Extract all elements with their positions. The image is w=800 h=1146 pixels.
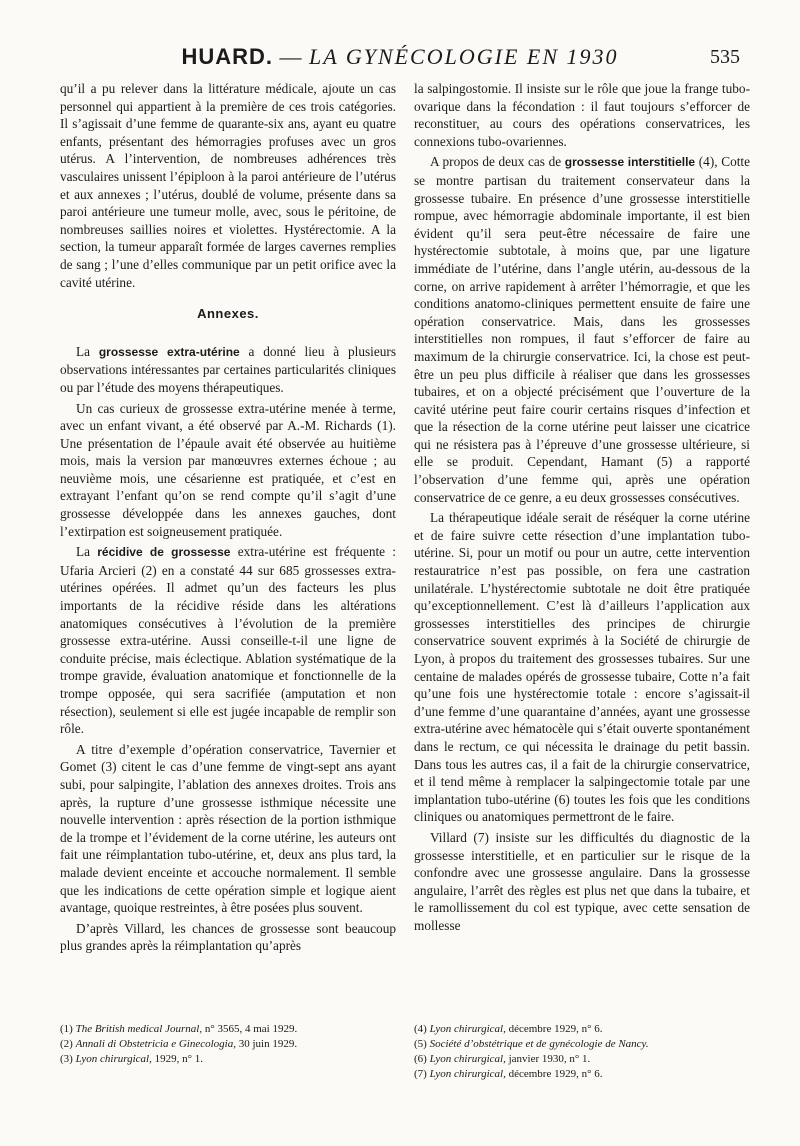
- paragraph: la salpingostomie. Il insiste sur le rôle que joue la frange tubo-ovarique dans la fécondation : il faut toujours s’efforcer de reconstituer, au cours des opérations conservatrices, les connexions tubo-ovariennes.: [414, 81, 750, 149]
- bold-term: grossesse extra-utérine: [98, 344, 240, 359]
- right-column: [414, 80, 750, 938]
- footnote: (2) Annali di Obstetricia e Ginecologia, 30 juin 1929.: [60, 1038, 298, 1050]
- running-header: [60, 44, 740, 74]
- paragraph: A titre d’exemple d’opération conservatrice, Tavernier et Gomet (3) citent le cas d’une femme de vingt-sept ans ayant subi, pour salpingite, l’ablation des annexes droites. Trois ans après, la rupture d’une grossesse isthmique nécessite une nouvelle intervention : après résection de la portion isthmique de la trompe et l’évidement de la corne utérine, les auteurs ont fait une réimplantation tubo-utérine, et, deux ans plus tard, la malade devient enceinte et accouche normalement. Il semble que les indications de cette opération simple et logique aient avantage, quoique restreintes, à être posées plus souvent.: [60, 741, 396, 916]
- footnotes-left: [60, 1022, 396, 1067]
- header-journal-title: LA GYNÉCOLOGIE EN 1930: [309, 44, 619, 69]
- paragraph: Un cas curieux de grossesse extra-utérine menée à terme, avec un enfant vivant, a été observé par A.-M. Richards (1). Une présentation de l’épaule avait été observée au huitième mois, mais la version par manœuvres externes échoue ; au neuvième mois, une césarienne est pratiquée, et c’est en extrayant l’enfant qu’on se rend compte qu’il s’agit d’une grossesse développée dans les annexes gauches, dont l’extirpation est soigneusement pratiquée.: [60, 400, 396, 539]
- paragraph: La grossesse extra-utérine a donné lieu à plusieurs observations intéressantes par certaines particularités cliniques ou par l’étude des moyens thérapeutiques.: [60, 343, 397, 395]
- footnote: (6) Lyon chirurgical, janvier 1930, n° 1.: [414, 1053, 591, 1065]
- footnote: (3) Lyon chirurgical, 1929, n° 1.: [60, 1053, 203, 1065]
- page-number: 535: [710, 46, 740, 68]
- paragraph: La récidive de grossesse extra-utérine est fréquente : Ufaria Arcieri (2) en a constaté 44 sur 685 grossesses extra-utérines opérées. Il admet qu’un des facteurs les plus importants de la récidive réside dans les altérations anatomiques consécutives à l’évolution de la première grossesse extra-utérine. Aussi conseille-t-il une ligne de conduite précise, mais éclectique. Ablation systématique de la trompe gravide, évaluation anatomique et fonctionnelle de la trompe opposée, qui sera sacrifiée (amputation et non résection), seulement si elle est jugée incapable de remplir son rôle.: [60, 544, 396, 737]
- footnote: (5) Société d’obstétrique et de gynécologie de Nancy.: [414, 1038, 649, 1050]
- footnotes-right: [414, 1022, 750, 1082]
- bold-term: grossesse interstitielle: [564, 155, 696, 170]
- paragraph: A propos de deux cas de grossesse interstitielle (4), Cotte se montre partisan du traitement conservateur dans la grossesse tubaire. En présence d’une grossesse interstitielle rompue, avec hémorragie abdominale importante, il est bien évident qu’il sera peut-être nécessaire de faire une hystérectomie subtotale, à moins que, par une ligature immédiate de l’utérine, dans l’angle utérin, au-dessous de la corne, on arrive rapidement à arrêter l’hémorragie, et que les conditions anatomo-cliniques permettent ensuite de faire une opération conservatrice. Mais, dans les grossesses interstitielles non rompues, il faut s’efforcer de faire au maximum de la chirurgie conservatrice. Ici, la chose est peut-être un peu plus difficile à réaliser que dans les grossesses tubaires, et on a objecté précisément que l’ouverture de la cavité utérine peut faire courir certains risques d’infection et que la résection de la corne utérine peut laisser une cicatrice qui ne résistera pas à l’épreuve d’une grossesse ultérieure, si elle se produit. Cependant, Hamant (5) a rapporté l’observation d’une femme qui, après une opération conservatrice de ce genre, a eu deux grossesses consécutives.: [414, 154, 751, 505]
- paragraph: La thérapeutique idéale serait de réséquer la corne utérine et de faire suivre cette résection d’une implantation tubo-utérine. Si, pour un motif ou pour un autre, cette intervention restauratrice n’est pas possible, on fera une castration unilatérale. L’hystérectomie subtotale ne doit être pratiquée qu’exceptionnellement. C’est là d’ailleurs l’application aux grossesses interstitielles des principes de chirurgie conservatrice souvent exprimés à la Société de chirurgie de Lyon, à propos du traitement des grossesses tubaires. Sur une centaine de malades opérés de grossesse tubaire, Cotte n’a fait qu’une fois une hystérectomie totale : encore s’agissait-il d’une femme d’une quarantaine d’années, ayant une grossesse extra-utérine avec hématocèle qui s’était ouverte spontanément dans le rectum, ce qui nécessita le drainage du petit bassin. Dans tous les autres cas, il a fait de la chirurgie conservatrice, et il tend même à remplacer la salpingectomie totale par une implantation tubo-utérine (6) toutes les fois que les conditions cliniques ou anatomiques permettront de le faire.: [414, 510, 750, 825]
- paragraph: qu’il a pu relever dans la littérature médicale, ajoute un cas personnel qui appartient à la première de ces trois catégories. Il s’agissait d’une femme de quarante-six ans, ayant eu quatre enfants, présentant des hémorragies profuses avec un gros utérus. A l’intervention, de nombreuses adhérences très vasculaires unissent l’épiploon à la paroi antérieure de l’utérus et aux annexes ; l’utérus, doublé de volume, présente dans sa paroi antérieure une tumeur molle, avec, sous le péritoine, de nombreuses saillies noires et violettes. Hystérectomie. A la section, la tumeur apparaît formée de larges cavernes remplies de sang ; l’une d’elles communique par un petit orifice avec la cavité utérine.: [60, 81, 396, 290]
- paragraph: D’après Villard, les chances de grossesse sont beaucoup plus grandes après la réimplantation qu’après: [60, 920, 396, 954]
- left-column: [60, 80, 396, 958]
- paragraph: Villard (7) insiste sur les difficultés du diagnostic de la grossesse interstitielle, et en particulier sur le risque de la confondre avec une grossesse angulaire. Dans la grossesse angulaire, l’arrêt des règles est plus net que dans la tubaire, et le ramollissement du col est typique, avec cette sensation de mollesse: [414, 829, 750, 933]
- header-author: HUARD.: [181, 44, 274, 69]
- section-heading: Annexes.: [197, 306, 259, 322]
- bold-term: récidive de grossesse: [97, 545, 231, 560]
- header-title: [60, 44, 740, 70]
- footnote: (1) The British medical Journal, n° 3565, 4 mai 1929.: [60, 1023, 298, 1035]
- footnote: (4) Lyon chirurgical, décembre 1929, n° 6.: [414, 1023, 603, 1035]
- footnote: (7) Lyon chirurgical, décembre 1929, n° 6.: [414, 1068, 603, 1080]
- header-dash: —: [279, 44, 303, 69]
